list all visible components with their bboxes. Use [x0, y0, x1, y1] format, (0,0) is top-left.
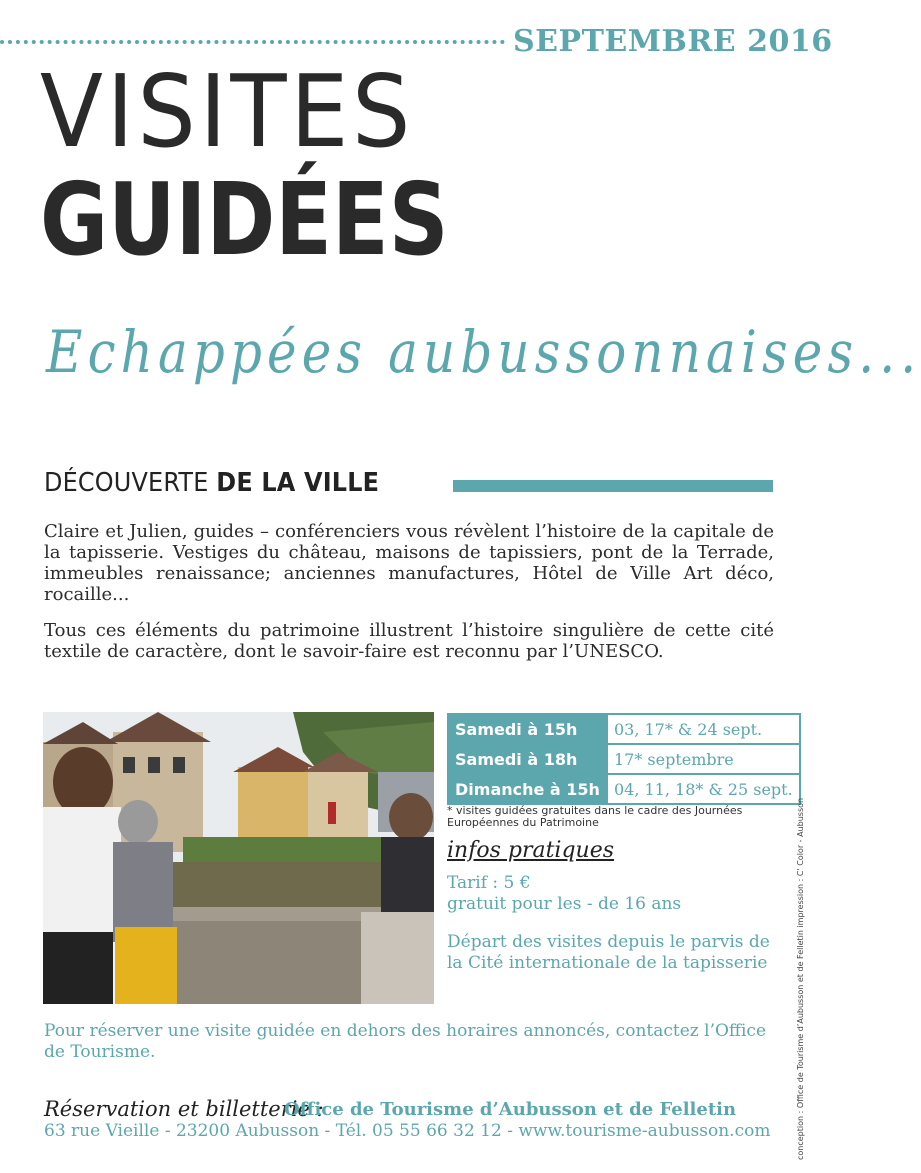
credits-vertical: conception : Office de Tourisme d’Aubusson et de Felletin impression : C' Color - Aubusson: [796, 797, 805, 1160]
infos-title: infos pratiques: [447, 838, 615, 863]
office-address: 63 rue Vieille - 23200 Aubusson - Tél. 05 55 66 32 12 - www.tourisme-aubusson.com: [44, 1121, 771, 1141]
town-photo: [43, 712, 434, 1004]
reservation-label: Réservation et billetterie :: [44, 1097, 324, 1121]
tourism-office-name: Office de Tourisme d’Aubusson et de Felletin: [284, 1099, 737, 1120]
title-visites: VISITES: [40, 53, 415, 170]
section-bar: [453, 480, 773, 492]
section-title-bold: DE LA VILLE: [216, 468, 380, 498]
schedule-dates: 03, 17* & 24 sept.: [607, 714, 800, 744]
section-title: [44, 468, 379, 498]
schedule-row: [448, 774, 800, 804]
tarif-block: [447, 873, 681, 915]
heritage-paragraph: Tous ces éléments du patrimoine illustrent l’histoire singulière de cette cité textile de caractère, dont le savoir-faire est reconnu par l’UNESCO.: [44, 620, 774, 662]
section-title-normal: DÉCOUVERTE: [44, 468, 209, 498]
schedule-row: [448, 714, 800, 744]
reservation-note: Pour réserver une visite guidée en dehors des horaires annoncés, contactez l’Office de Tourisme.: [44, 1021, 767, 1062]
tarif-free: gratuit pour les - de 16 ans: [447, 894, 682, 914]
schedule-day: Samedi à 15h: [448, 714, 607, 744]
tarif-price: Tarif : 5 €: [447, 873, 531, 893]
schedule-footnote: * visites guidées gratuites dans le cadre des Journées Européennes du Patrimoine: [447, 804, 743, 829]
dotted-rule: [0, 40, 505, 44]
subtitle-script: Echappées aubussonnaises...: [46, 318, 921, 386]
title-guidees: GUIDÉES: [40, 161, 449, 278]
schedule-row: [448, 744, 800, 774]
schedule-day: Samedi à 18h: [448, 744, 607, 774]
departure-info: Départ des visites depuis le parvis de la Cité internationale de la tapisserie: [447, 932, 770, 973]
intro-paragraph: Claire et Julien, guides – conférenciers vous révèlent l’histoire de la capitale de la tapisserie. Vestiges du château, maisons de tapissiers, pont de la Terrade, immeubles renaissance; anciennes manufactures, Hôtel de Ville Art déco, rocaille...: [44, 521, 774, 605]
month-label: SEPTEMBRE 2016: [513, 24, 833, 59]
schedule-day: Dimanche à 15h: [448, 774, 607, 804]
schedule-dates: 04, 11, 18* & 25 sept.: [607, 774, 800, 804]
schedule-table: [447, 713, 801, 805]
schedule-dates: 17* septembre: [607, 744, 800, 774]
